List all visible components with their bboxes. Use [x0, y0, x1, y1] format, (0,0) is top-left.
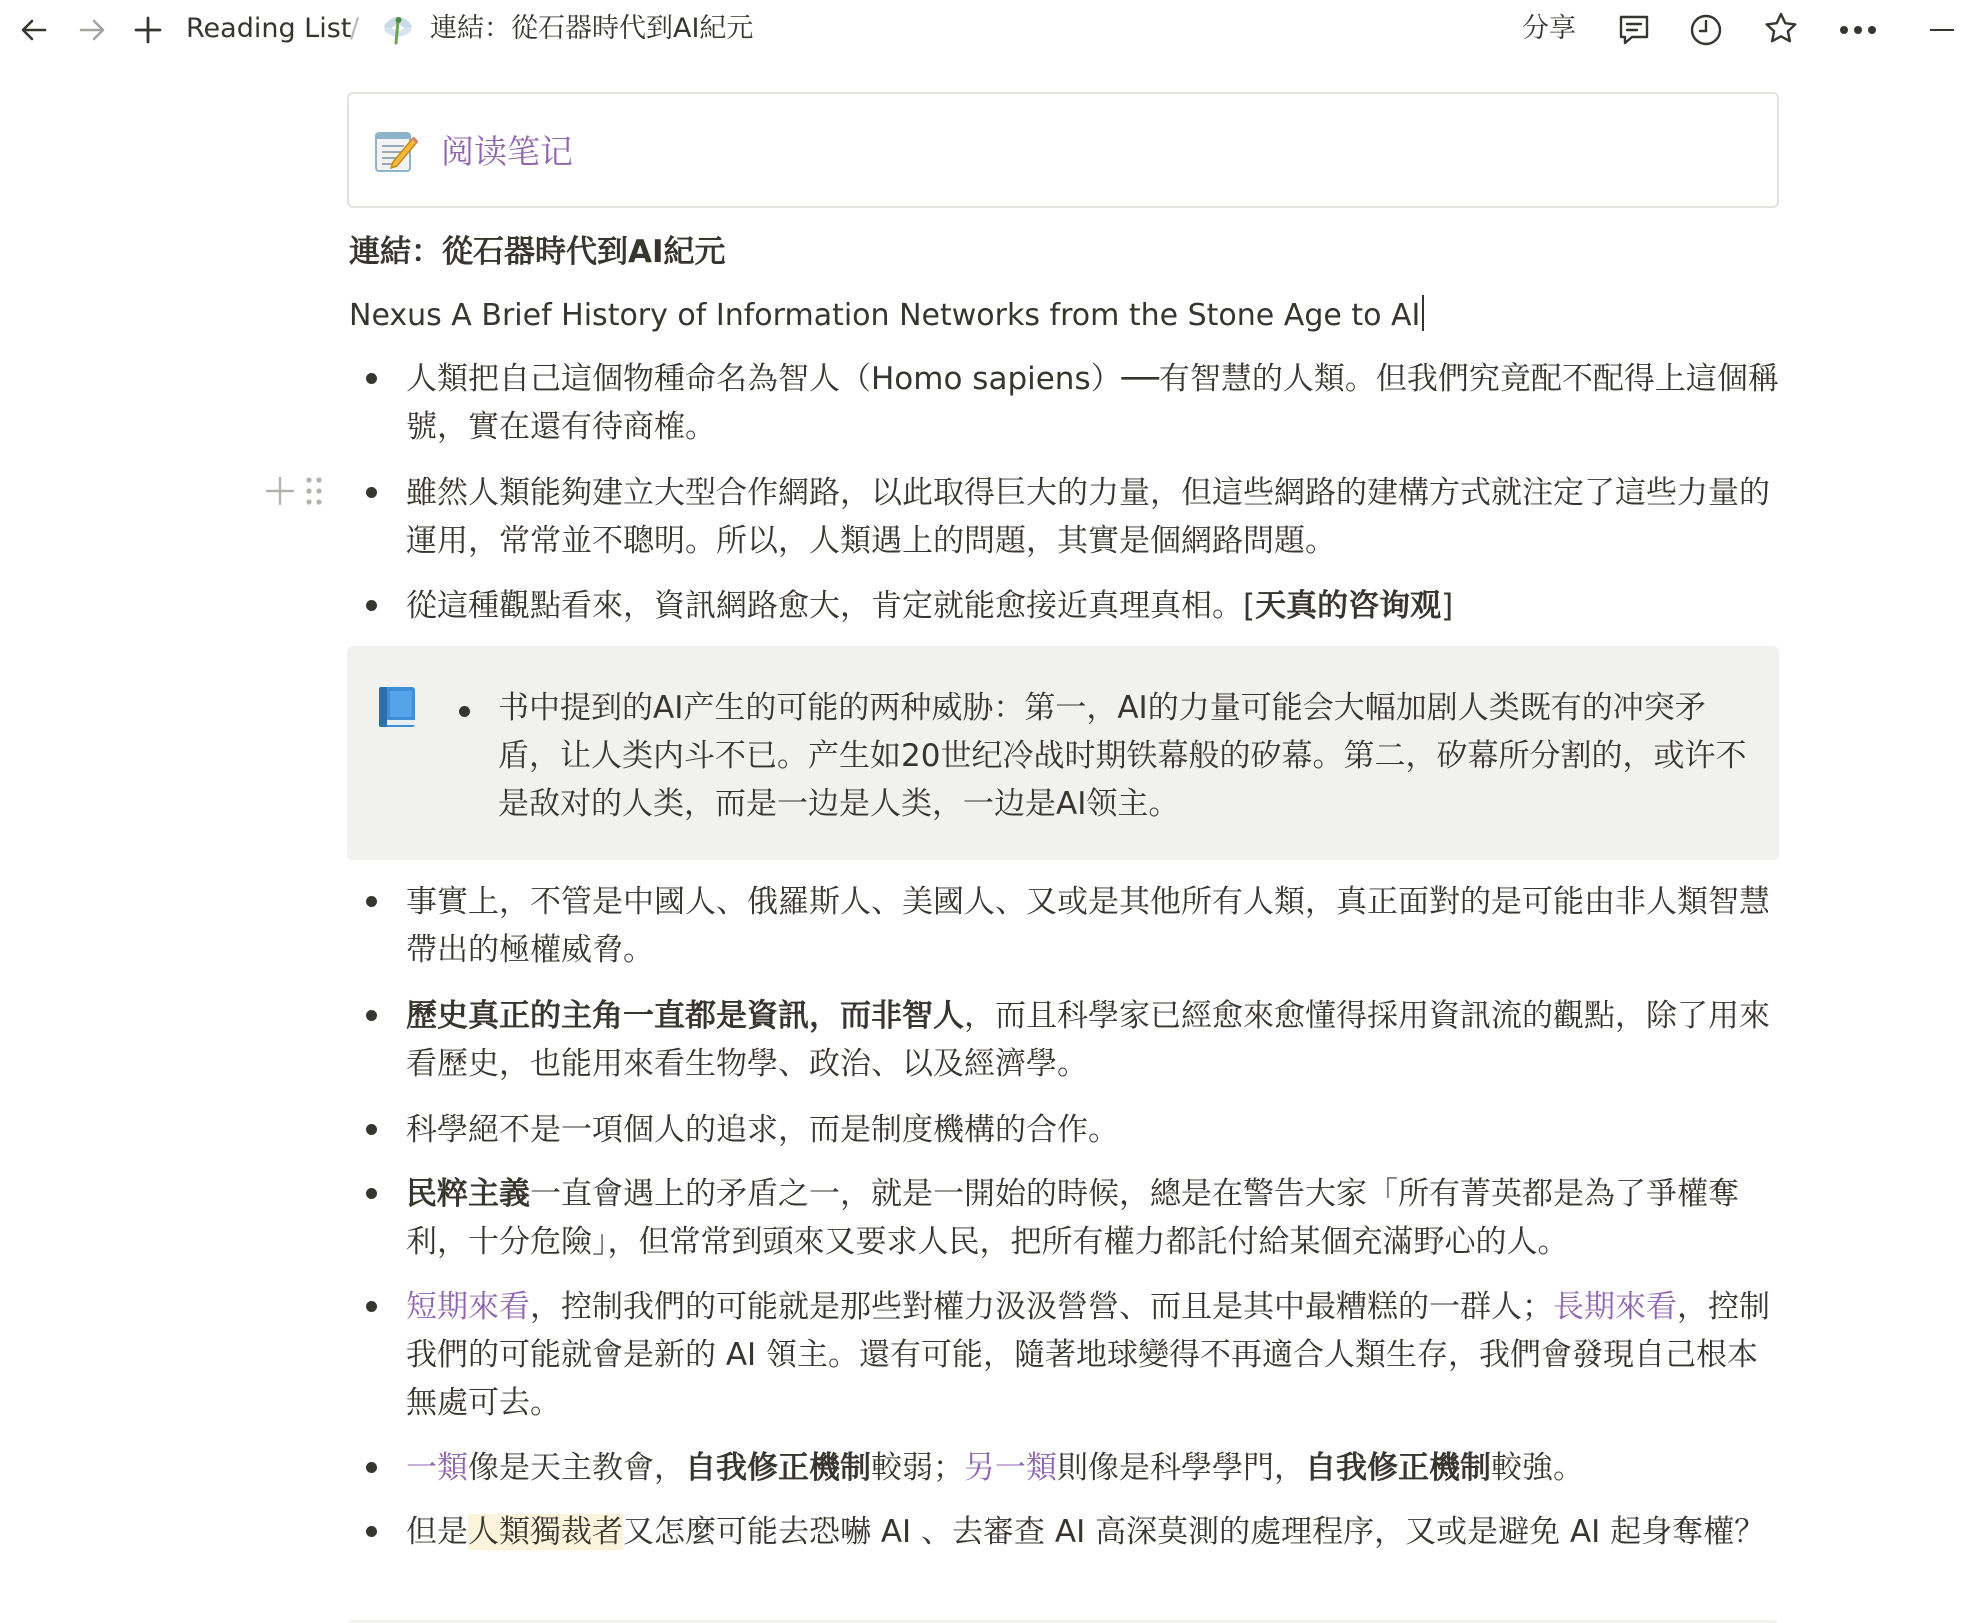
- bullet-dot: [366, 896, 377, 907]
- list-item-text-rest: ，而且科學家已經愈來愈懂得採用資訊流的觀點，除了用來看歷史，也能用來看生物學、政治、以及經濟學。: [406, 998, 1770, 1082]
- section-heading: 連結：從石器時代到AI紀元: [349, 234, 726, 270]
- bold-phrase: 歷史真正的主角一直都是資訊，而非智人: [406, 998, 964, 1034]
- list-item[interactable]: [349, 1508, 1789, 1604]
- ai-threat-callout[interactable]: [347, 646, 1779, 860]
- bullet-dot: [366, 1188, 377, 1199]
- list-item-text: 人類把自己這個物種命名為智人（Homo sapiens）──有智慧的人類。但我們究竟配不配得上這個稱號，實在還有待商榷。: [406, 361, 1779, 445]
- bullet-dot: [366, 1462, 377, 1473]
- list-item-text-rest: 一直會遇上的矛盾之一，就是一開始的時候，總是在警告大家「所有菁英都是為了爭權奪利，十分危險」，但常常到頭來又要求人民，把所有權力都託付給某個充滿野心的人。: [406, 1176, 1739, 1260]
- breadcrumb-separator: /: [350, 13, 360, 44]
- bracket-close: ]: [1441, 588, 1454, 624]
- list-item[interactable]: [349, 1106, 1789, 1154]
- text-segment: 但是: [406, 1514, 468, 1550]
- callout-label: 阅读笔记: [441, 132, 573, 171]
- list-item-text-rest: ，控制我們的可能就會是新的 AI 領主。還有可能，隨著地球變得不再適合人類生存，我們會發現自己根本無處可去。: [406, 1289, 1770, 1421]
- list-item[interactable]: [349, 1170, 1789, 1266]
- bullet-dot: [366, 487, 377, 498]
- bullet-dot: [366, 373, 377, 384]
- plus-icon[interactable]: [128, 10, 168, 50]
- list-item-text: [406, 992, 1786, 1088]
- book-english-title[interactable]: [349, 294, 1424, 338]
- list-item-text: 事實上，不管是中國人、俄羅斯人、美國人、又或是其他所有人類，真正面對的是可能由非人類智慧帶出的極權威脅。: [406, 884, 1770, 968]
- memo-icon: [373, 128, 419, 174]
- list-item-text: [406, 582, 1786, 630]
- text-segment: 又怎麼可能去恐嚇 AI 、去審查 AI 高深莫測的處理程序，又或是避免 AI 起身奪權？: [623, 1514, 1766, 1550]
- bold-phrase: 自我修正機制: [1305, 1450, 1491, 1486]
- minimize-icon[interactable]: [1920, 10, 1964, 50]
- bullet-dot: [366, 1010, 377, 1021]
- bullet-dot: [366, 1301, 377, 1312]
- clock-icon[interactable]: [1686, 10, 1726, 50]
- more-icon[interactable]: [1836, 10, 1880, 50]
- list-item-text: [406, 1283, 1786, 1427]
- purple-phrase: 長期來看: [1553, 1289, 1677, 1325]
- text-segment: 則像是科學學門，: [1057, 1450, 1305, 1486]
- text-segment: 較強。: [1491, 1450, 1584, 1486]
- purple-phrase: 另一類: [964, 1450, 1057, 1486]
- arrow-left-icon[interactable]: [14, 10, 54, 50]
- reading-notes-callout[interactable]: [347, 92, 1779, 208]
- blue-book-icon: [375, 684, 419, 730]
- list-item[interactable]: [349, 878, 1789, 974]
- breadcrumb-current[interactable]: 連結：從石器時代到AI紀元: [430, 13, 754, 44]
- bullet-dot: [459, 706, 470, 717]
- add-block-icon: [267, 478, 293, 504]
- dragonfly-icon: [380, 12, 416, 46]
- list-item[interactable]: [349, 355, 1789, 451]
- callout-text: 书中提到的AI产生的可能的两种威胁：第一，AI的力量可能会大幅加剧人类既有的冲突矛盾，让人类内斗不已。产生如20世纪冷战时期铁幕般的矽幕。第二，矽幕所分割的，或许不是敌对的人类，而是一边是人类，一边是AI领主。: [498, 690, 1747, 822]
- highlighted-phrase: 人類獨裁者: [468, 1514, 623, 1550]
- list-item-text: [406, 1444, 1786, 1492]
- bracket-open: [: [1243, 588, 1256, 624]
- list-item[interactable]: [349, 992, 1789, 1088]
- text-segment: 較弱；: [871, 1450, 964, 1486]
- bullet-dot: [366, 1526, 377, 1537]
- bold-phrase: 民粹主義: [406, 1176, 530, 1212]
- list-item[interactable]: [349, 582, 1789, 630]
- purple-phrase: 短期來看: [406, 1289, 530, 1325]
- bullet-dot: [366, 1124, 377, 1135]
- list-item-text: [406, 1508, 1786, 1556]
- list-item[interactable]: [349, 1444, 1789, 1492]
- list-item[interactable]: [349, 469, 1789, 565]
- list-item[interactable]: [349, 1283, 1789, 1427]
- list-item-text: [406, 1170, 1786, 1266]
- bold-tag: 天真的咨询观: [1255, 588, 1442, 624]
- share-button[interactable]: 分享: [1522, 13, 1576, 44]
- text-segment: 像是天主教會，: [468, 1450, 685, 1486]
- purple-phrase: 一類: [406, 1450, 468, 1486]
- breadcrumb-parent[interactable]: Reading List: [186, 13, 352, 44]
- arrow-right-icon[interactable]: [72, 10, 112, 50]
- block-handle[interactable]: [264, 474, 334, 512]
- list-item-text: 科學絕不是一項個人的追求，而是制度機構的合作。: [406, 1112, 1119, 1148]
- top-bar: [0, 0, 1986, 58]
- text-cursor: [1422, 295, 1424, 331]
- list-item-text-mid: ，控制我們的可能就是那些對權力汲汲營營、而且是其中最糟糕的一群人；: [530, 1289, 1553, 1325]
- bullet-dot: [366, 600, 377, 611]
- star-icon[interactable]: [1760, 8, 1802, 50]
- bold-phrase: 自我修正機制: [685, 1450, 871, 1486]
- list-item-text-main: 從這種觀點看來，資訊網路愈大，肯定就能愈接近真理真相。: [406, 588, 1243, 624]
- list-item-text: 雖然人類能夠建立大型合作網路，以此取得巨大的力量，但這些網路的建構方式就注定了這些力量的運用，常常並不聰明。所以，人類遇上的問題，其實是個網路問題。: [406, 475, 1770, 559]
- comment-icon[interactable]: [1614, 10, 1654, 50]
- book-english-title-text: Nexus A Brief History of Information Networks from the Stone Age to AI: [349, 298, 1421, 333]
